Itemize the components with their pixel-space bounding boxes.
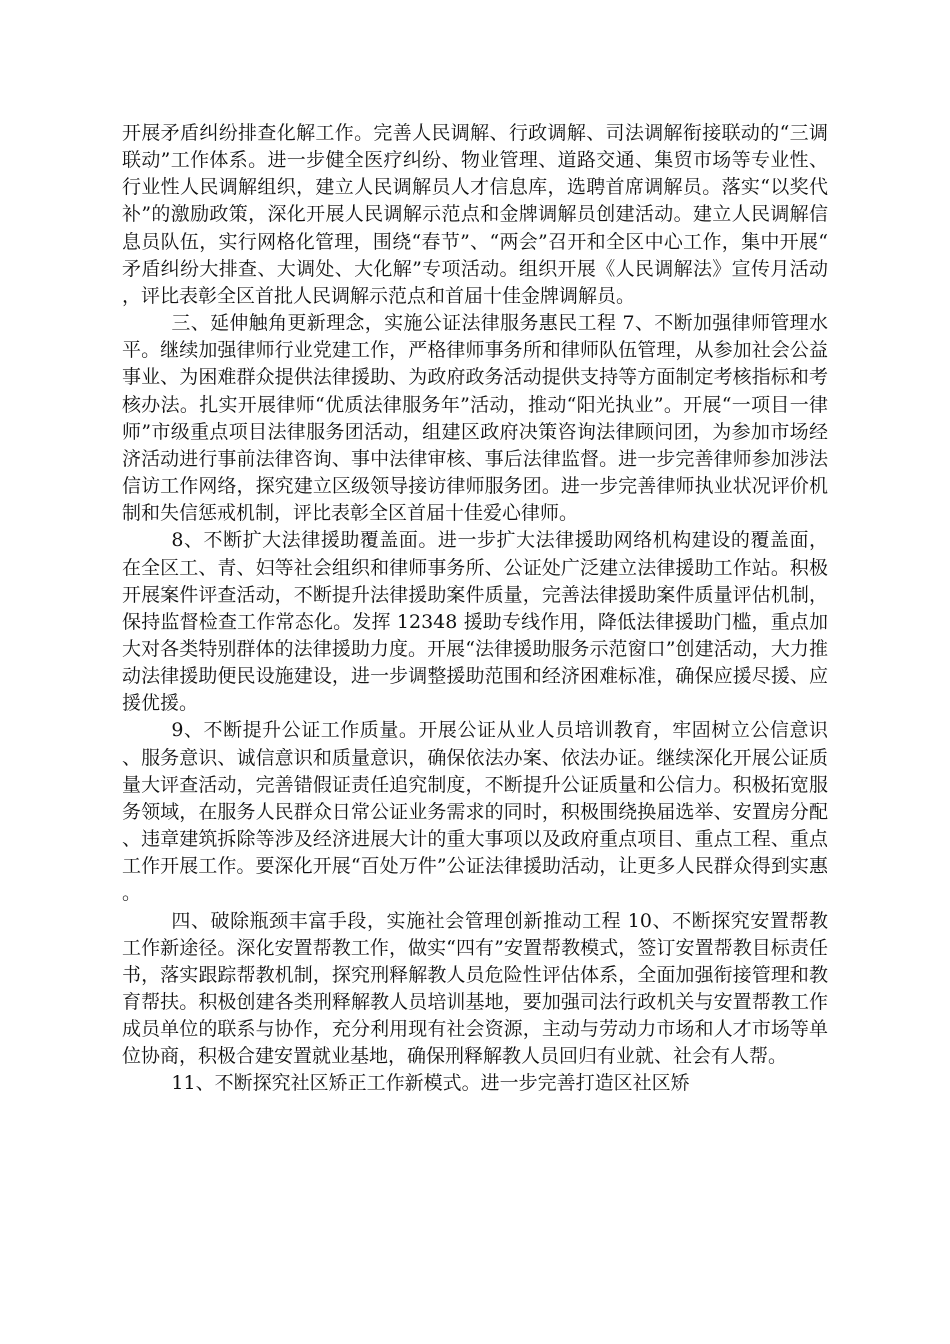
paragraph-notary-quality: 9、不断提升公证工作质量。开展公证从业人员培训教育，牢固树立公信意识、服务意识、诚信意识和质量意识，确保依法办案、依法办证。继续深化开展公证质量大评查活动，完善错假证责任追究制度，不断提升公证质量和公信力。积极拓宽服务领域，在服务人民群众日常公证业务需求的同时，积极围绕换届选举、安置房分配、违章建筑拆除等涉及经济进展大计的重大事项以及政府重点项目、重点工程、重点工作开展工作。要深化开展“百处万件”公证法律援助活动，让更多人民群众得到实惠。 xyxy=(122,719,828,905)
paragraph-mediation: 开展矛盾纠纷排查化解工作。完善人民调解、行政调解、司法调解衔接联动的“三调联动”工作体系。进一步健全医疗纠纷、物业管理、道路交通、集贸市场等专业性、行业性人民调解组织，建立人民调解员人才信息库，选聘首席调解员。落实“以奖代补”的激励政策，深化开展人民调解示范点和金牌调解员创建活动。建立人民调解信息员队伍，实行网格化管理，围绕“春节”、“两会”召开和全区中心工作，集中开展“矛盾纠纷大排查、大调处、大化解”专项活动。组织开展《人民调解法》宣传月活动，评比表彰全区首批人民调解示范点和首届十佳金牌调解员。 xyxy=(122,122,828,307)
paragraph-section-four-resettlement: 四、破除瓶颈丰富手段，实施社会管理创新推动工程 10、不断探究安置帮教工作新途径。深化安置帮教工作，做实“四有”安置帮教模式，签订安置帮教目标责任书，落实跟踪帮教机制，探究刑释解教人员危险性评估体系，全面加强衔接管理和教育帮扶。积极创建各类刑释解教人员培训基地，要加强司法行政机关与安置帮教工作成员单位的联系与协作，充分利用现有社会资源，主动与劳动力市场和人才市场等单位协商，积极合建安置就业基地，确保刑释解教人员回归有业就、社会有人帮。 xyxy=(122,909,828,1068)
paragraph-section-three-lawyers: 三、延伸触角更新理念，实施公证法律服务惠民工程 7、不断加强律师管理水平。继续加强律师行业党建工作，严格律师事务所和律师队伍管理，从参加社会公益事业、为困难群众提供法律援助、为政府政务活动提供支持等方面制定考核指标和考核办法。扎实开展律师“优质法律服务年”活动，推动“阳光执业”。开展“一项目一律师”市级重点项目法律服务团活动，组建区政府决策咨询法律顾问团，为参加市场经济活动进行事前法律咨询、事中法律审核、事后法律监督。进一步完善律师参加涉法信访工作网络，探究建立区级领导接访律师服务团。进一步完善律师执业状况评价机制和失信惩戒机制，评比表彰全区首届十佳爱心律师。 xyxy=(122,312,828,525)
paragraph-legal-aid: 8、不断扩大法律援助覆盖面。进一步扩大法律援助网络机构建设的覆盖面，在全区工、青、妇等社会组织和律师事务所、公证处广泛建立法律援助工作站。积极开展案件评查活动，不断提升法律援助案件质量，完善法律援助案件质量评估机制，保持监督检查工作常态化。发挥 12348 援助专线作用，降低法律援助门槛，重点加大对各类特别群体的法律援助力度。开展“法律援助服务示范窗口”创建活动，大力推动法律援助便民设施建设，进一步调整援助范围和经济困难标准，确保应援尽援、应援优援。 xyxy=(122,529,828,715)
body-text xyxy=(122,120,828,1098)
paragraph-community-correction: 11、不断探究社区矫正工作新模式。进一步完善打造区社区矫 xyxy=(171,1072,690,1095)
